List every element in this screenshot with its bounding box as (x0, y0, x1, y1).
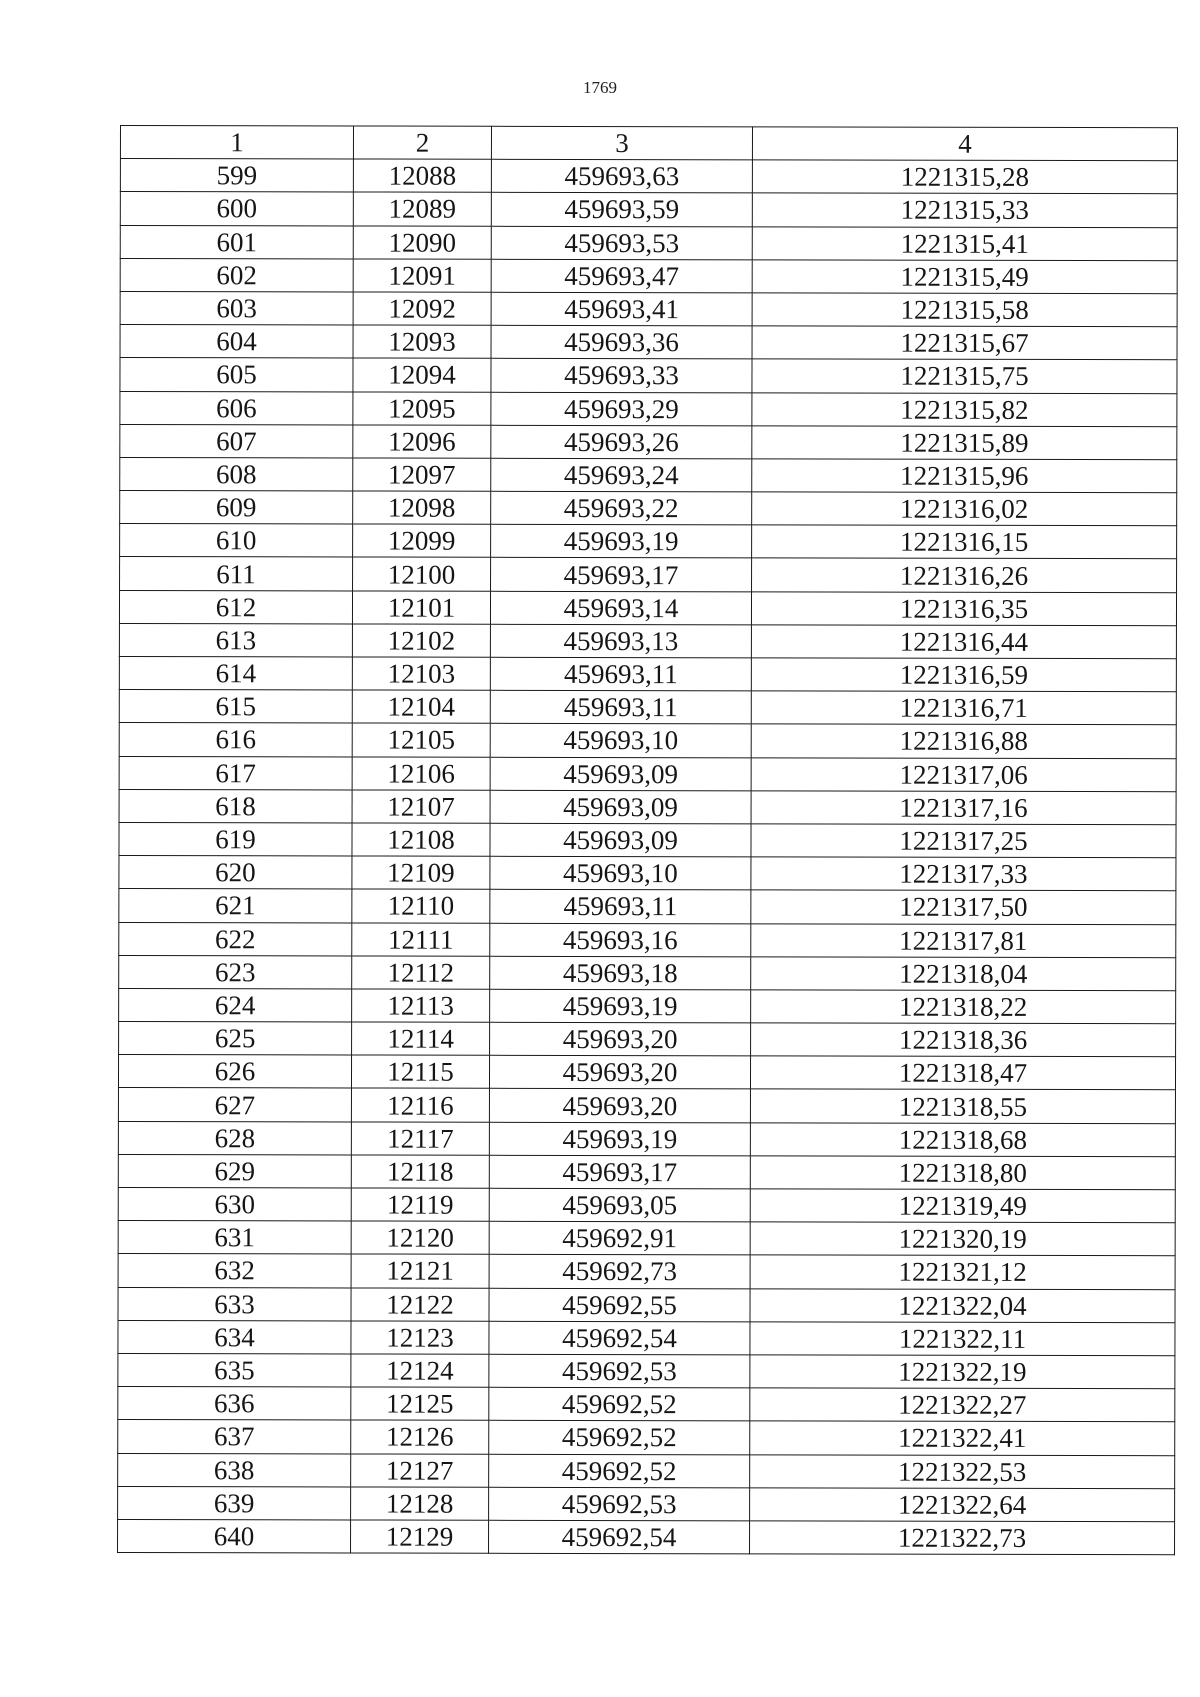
table-row (118, 1420, 1175, 1455)
cell-y-coordinate: 1221318,68 (750, 1122, 1175, 1156)
table-row (118, 1387, 1175, 1422)
cell-point-id: 12128 (351, 1487, 489, 1520)
cell-x-coordinate: 459693,09 (490, 790, 751, 824)
cell-x-coordinate: 459693,10 (490, 724, 751, 758)
table-row (119, 656, 1176, 691)
cell-point-id: 12111 (352, 922, 490, 955)
cell-number: 604 (120, 325, 353, 359)
cell-x-coordinate: 459693,16 (490, 923, 751, 957)
table-row (120, 491, 1177, 526)
cell-point-id: 12122 (351, 1288, 489, 1321)
cell-y-coordinate: 1221317,50 (751, 890, 1176, 924)
cell-point-id: 12097 (353, 458, 491, 491)
cell-number: 615 (119, 690, 352, 724)
table-row (120, 391, 1177, 426)
cell-y-coordinate: 1221315,33 (752, 193, 1177, 227)
cell-y-coordinate: 1221318,47 (750, 1056, 1175, 1090)
column-header-3: 3 (491, 126, 752, 160)
cell-point-id: 12112 (352, 956, 490, 989)
table-row (118, 1287, 1175, 1322)
cell-y-coordinate: 1221316,59 (751, 658, 1176, 692)
cell-point-id: 12124 (351, 1354, 489, 1387)
cell-point-id: 12127 (351, 1453, 489, 1486)
cell-y-coordinate: 1221317,16 (751, 791, 1176, 825)
cell-number: 619 (119, 822, 352, 856)
table-row (119, 590, 1176, 625)
cell-y-coordinate: 1221315,49 (752, 260, 1177, 294)
table-row (119, 889, 1176, 924)
table-row (118, 1221, 1175, 1256)
cell-number: 620 (119, 856, 352, 890)
cell-y-coordinate: 1221322,41 (750, 1421, 1175, 1455)
cell-number: 623 (119, 955, 352, 989)
cell-x-coordinate: 459693,29 (491, 392, 752, 426)
cell-x-coordinate: 459693,63 (491, 159, 752, 193)
cell-x-coordinate: 459692,54 (489, 1520, 750, 1554)
table-row (118, 1320, 1175, 1355)
column-header-1: 1 (120, 126, 353, 160)
cell-y-coordinate: 1221322,53 (750, 1454, 1175, 1488)
cell-y-coordinate: 1221322,27 (750, 1388, 1175, 1422)
cell-number: 605 (120, 358, 353, 392)
cell-y-coordinate: 1221318,36 (751, 1023, 1176, 1057)
cell-point-id: 12125 (351, 1387, 489, 1420)
table-row (120, 424, 1177, 459)
cell-number: 603 (120, 291, 353, 325)
cell-point-id: 12096 (353, 425, 491, 458)
cell-point-id: 12121 (351, 1254, 489, 1287)
cell-y-coordinate: 1221316,02 (752, 492, 1177, 526)
cell-x-coordinate: 459692,54 (489, 1321, 750, 1355)
table-row (120, 325, 1177, 360)
cell-y-coordinate: 1221322,73 (750, 1521, 1175, 1555)
table-header (120, 126, 1177, 161)
cell-x-coordinate: 459693,11 (490, 690, 751, 724)
cell-point-id: 12103 (352, 657, 490, 690)
cell-x-coordinate: 459692,91 (489, 1221, 750, 1255)
cell-x-coordinate: 459693,20 (489, 1089, 750, 1123)
cell-number: 637 (118, 1420, 351, 1454)
cell-point-id: 12109 (352, 856, 490, 889)
table-row (120, 225, 1177, 260)
cell-point-id: 12129 (351, 1520, 489, 1553)
column-header-2: 2 (353, 126, 491, 159)
cell-y-coordinate: 1221318,55 (750, 1089, 1175, 1123)
table-body (118, 159, 1178, 1555)
cell-number: 629 (118, 1154, 351, 1188)
cell-x-coordinate: 459693,05 (489, 1188, 750, 1222)
table-row (119, 1022, 1176, 1057)
cell-x-coordinate: 459693,53 (491, 226, 752, 260)
table-row (119, 723, 1176, 758)
cell-x-coordinate: 459693,19 (490, 989, 751, 1023)
cell-number: 626 (118, 1055, 351, 1089)
cell-y-coordinate: 1221315,58 (752, 293, 1177, 327)
cell-x-coordinate: 459692,53 (489, 1354, 750, 1388)
cell-x-coordinate: 459692,53 (489, 1487, 750, 1521)
cell-x-coordinate: 459693,11 (490, 657, 751, 691)
cell-point-id: 12119 (351, 1188, 489, 1221)
cell-y-coordinate: 1221322,64 (750, 1488, 1175, 1522)
cell-x-coordinate: 459692,73 (489, 1255, 750, 1289)
table-row (120, 192, 1177, 227)
cell-point-id: 12117 (351, 1122, 489, 1155)
column-header-4: 4 (752, 127, 1177, 161)
cell-y-coordinate: 1221315,28 (752, 160, 1177, 194)
table-row (118, 1121, 1175, 1156)
cell-x-coordinate: 459693,24 (491, 458, 752, 492)
cell-y-coordinate: 1221316,26 (752, 558, 1177, 592)
cell-y-coordinate: 1221315,75 (752, 359, 1177, 393)
table-row (118, 1353, 1175, 1388)
table-row (119, 988, 1176, 1023)
cell-x-coordinate: 459693,26 (491, 425, 752, 459)
cell-number: 601 (120, 225, 353, 259)
cell-point-id: 12113 (352, 989, 490, 1022)
cell-number: 628 (118, 1121, 351, 1155)
table-row (118, 1055, 1175, 1090)
coordinates-table-container (117, 125, 1177, 1555)
cell-y-coordinate: 1221316,88 (751, 724, 1176, 758)
cell-point-id: 12116 (351, 1088, 489, 1121)
table-row (118, 1154, 1175, 1189)
cell-number: 622 (119, 922, 352, 956)
cell-number: 631 (118, 1221, 351, 1255)
cell-number: 630 (118, 1187, 351, 1221)
cell-point-id: 12100 (353, 557, 491, 590)
cell-y-coordinate: 1221322,11 (750, 1322, 1175, 1356)
cell-y-coordinate: 1221317,06 (751, 757, 1176, 791)
cell-y-coordinate: 1221317,81 (751, 923, 1176, 957)
cell-x-coordinate: 459693,33 (491, 359, 752, 393)
cell-number: 639 (118, 1486, 351, 1520)
cell-x-coordinate: 459693,18 (490, 956, 751, 990)
cell-x-coordinate: 459693,17 (491, 558, 752, 592)
cell-point-id: 12101 (352, 591, 490, 624)
cell-number: 638 (118, 1453, 351, 1487)
cell-point-id: 12091 (353, 259, 491, 292)
cell-y-coordinate: 1221316,35 (751, 591, 1176, 625)
cell-y-coordinate: 1221316,44 (751, 625, 1176, 659)
cell-y-coordinate: 1221318,80 (750, 1156, 1175, 1190)
cell-y-coordinate: 1221321,12 (750, 1255, 1175, 1289)
cell-point-id: 12102 (352, 624, 490, 657)
table-row (120, 358, 1177, 393)
cell-point-id: 12092 (353, 292, 491, 325)
cell-x-coordinate: 459693,11 (490, 890, 751, 924)
cell-point-id: 12089 (353, 192, 491, 225)
cell-point-id: 12098 (353, 491, 491, 524)
cell-number: 613 (119, 623, 352, 657)
cell-number: 624 (119, 988, 352, 1022)
cell-y-coordinate: 1221315,89 (752, 426, 1177, 460)
page-number: 1769 (583, 78, 617, 97)
cell-point-id: 12105 (352, 723, 490, 756)
table-row (119, 922, 1176, 957)
cell-point-id: 12094 (353, 358, 491, 391)
cell-x-coordinate: 459693,36 (491, 325, 752, 359)
cell-y-coordinate: 1221317,33 (751, 857, 1176, 891)
cell-number: 600 (120, 192, 353, 226)
cell-x-coordinate: 459693,14 (490, 591, 751, 625)
cell-number: 614 (119, 656, 352, 690)
cell-number: 634 (118, 1320, 351, 1354)
table-row (118, 1187, 1175, 1222)
cell-number: 621 (119, 889, 352, 923)
table-row (118, 1453, 1175, 1488)
cell-y-coordinate: 1221322,04 (750, 1288, 1175, 1322)
cell-number: 602 (120, 258, 353, 292)
table-row (118, 1088, 1175, 1123)
cell-y-coordinate: 1221315,67 (752, 326, 1177, 360)
table-row (118, 1486, 1175, 1521)
cell-y-coordinate: 1221315,96 (752, 459, 1177, 493)
cell-point-id: 12115 (351, 1055, 489, 1088)
table-row (120, 258, 1177, 293)
table-row (119, 822, 1176, 857)
cell-x-coordinate: 459693,41 (491, 292, 752, 326)
cell-y-coordinate: 1221319,49 (750, 1189, 1175, 1223)
header-row (120, 126, 1177, 161)
cell-y-coordinate: 1221317,25 (751, 824, 1176, 858)
cell-point-id: 12095 (353, 391, 491, 424)
table-row (119, 856, 1176, 891)
cell-point-id: 12120 (351, 1221, 489, 1254)
cell-point-id: 12110 (352, 889, 490, 922)
cell-number: 617 (119, 756, 352, 790)
cell-point-id: 12093 (353, 325, 491, 358)
cell-number: 625 (119, 1022, 352, 1056)
cell-number: 612 (119, 590, 352, 624)
table-row (120, 524, 1177, 559)
cell-x-coordinate: 459692,52 (489, 1387, 750, 1421)
cell-number: 606 (120, 391, 353, 425)
cell-y-coordinate: 1221318,22 (751, 990, 1176, 1024)
table-row (119, 789, 1176, 824)
table-row (120, 291, 1177, 326)
cell-number: 635 (118, 1353, 351, 1387)
cell-y-coordinate: 1221316,71 (751, 691, 1176, 725)
table-row (119, 955, 1176, 990)
cell-number: 607 (120, 424, 353, 458)
cell-number: 611 (120, 557, 353, 591)
table-row (120, 159, 1177, 194)
cell-x-coordinate: 459693,20 (489, 1056, 750, 1090)
cell-number: 616 (119, 723, 352, 757)
cell-number: 618 (119, 789, 352, 823)
cell-y-coordinate: 1221322,19 (750, 1355, 1175, 1389)
table-row (119, 690, 1176, 725)
cell-point-id: 12123 (351, 1321, 489, 1354)
cell-y-coordinate: 1221315,41 (752, 226, 1177, 260)
cell-point-id: 12090 (353, 226, 491, 259)
cell-number: 608 (120, 457, 353, 491)
cell-x-coordinate: 459693,47 (491, 259, 752, 293)
table-row (118, 1519, 1175, 1554)
cell-x-coordinate: 459693,09 (490, 757, 751, 791)
cell-y-coordinate: 1221318,04 (751, 957, 1176, 991)
cell-y-coordinate: 1221315,82 (752, 392, 1177, 426)
cell-x-coordinate: 459693,09 (490, 823, 751, 857)
cell-x-coordinate: 459692,52 (489, 1421, 750, 1455)
cell-point-id: 12099 (353, 524, 491, 557)
cell-x-coordinate: 459693,59 (491, 193, 752, 227)
cell-x-coordinate: 459692,55 (489, 1288, 750, 1322)
cell-point-id: 12114 (352, 1022, 490, 1055)
table-row (119, 756, 1176, 791)
cell-x-coordinate: 459693,19 (491, 525, 752, 559)
table-row (120, 457, 1177, 492)
table-row (120, 557, 1177, 592)
cell-x-coordinate: 459692,52 (489, 1454, 750, 1488)
cell-number: 633 (118, 1287, 351, 1321)
cell-number: 610 (120, 524, 353, 558)
cell-x-coordinate: 459693,13 (490, 624, 751, 658)
cell-point-id: 12118 (351, 1155, 489, 1188)
cell-number: 609 (120, 491, 353, 525)
cell-number: 632 (118, 1254, 351, 1288)
cell-number: 599 (120, 159, 353, 193)
cell-point-id: 12106 (352, 757, 490, 790)
cell-number: 627 (118, 1088, 351, 1122)
cell-x-coordinate: 459693,20 (490, 1022, 751, 1056)
cell-number: 636 (118, 1387, 351, 1421)
cell-x-coordinate: 459693,19 (489, 1122, 750, 1156)
table-row (119, 623, 1176, 658)
table-row (118, 1254, 1175, 1289)
cell-x-coordinate: 459693,10 (490, 856, 751, 890)
coordinates-table (117, 125, 1178, 1555)
cell-number: 640 (118, 1519, 351, 1553)
cell-point-id: 12088 (353, 159, 491, 192)
cell-point-id: 12107 (352, 790, 490, 823)
cell-x-coordinate: 459693,22 (491, 491, 752, 525)
cell-y-coordinate: 1221316,15 (752, 525, 1177, 559)
cell-x-coordinate: 459693,17 (489, 1155, 750, 1189)
cell-point-id: 12108 (352, 823, 490, 856)
cell-point-id: 12126 (351, 1420, 489, 1453)
cell-y-coordinate: 1221320,19 (750, 1222, 1175, 1256)
cell-point-id: 12104 (352, 690, 490, 723)
